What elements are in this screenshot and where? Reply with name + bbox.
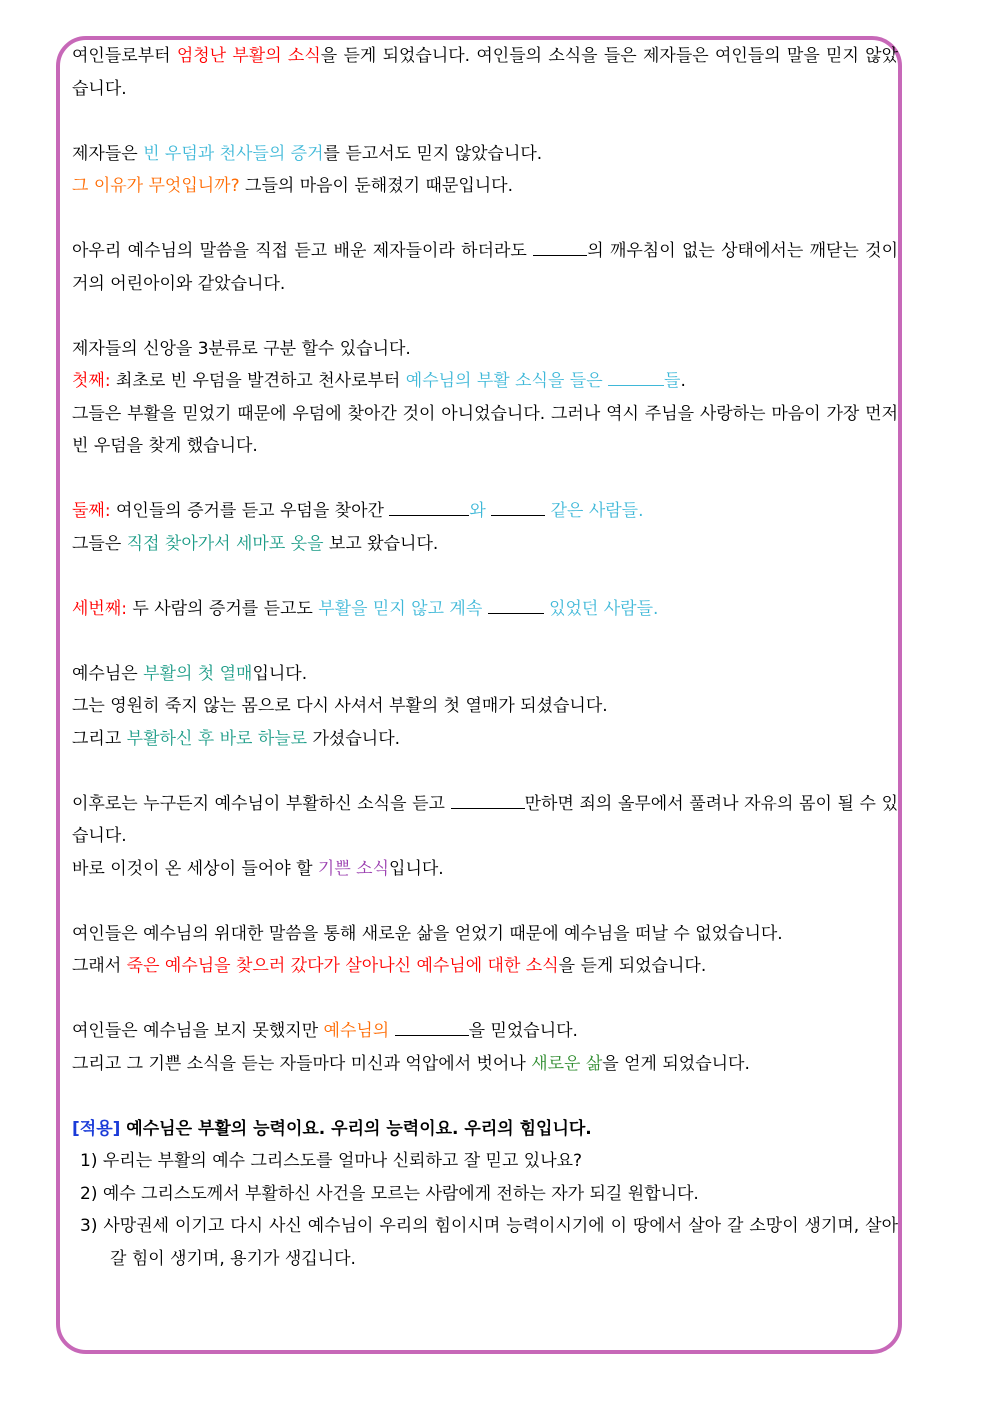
- paragraph-belief: [72, 1015, 898, 1080]
- text: 을 믿었습니다.: [468, 1021, 578, 1041]
- application-item: 2) 예수 그리스도께서 부활하신 사건을 모르는 사람에게 전하는 자가 되길 원합니다.: [80, 1183, 699, 1204]
- highlight-text: 부활하신 후 바로 하늘로: [126, 728, 308, 749]
- label-first: 첫째:: [72, 371, 111, 391]
- fill-blank[interactable]: [395, 1018, 469, 1036]
- text: 여인들로부터: [72, 46, 177, 66]
- line: [72, 495, 898, 528]
- label-third: 세번째:: [72, 598, 127, 619]
- text: 여인들은 예수님을 보지 못했지만: [72, 1021, 324, 1041]
- paragraph-women-news: [72, 40, 898, 105]
- label-second: 둘째:: [72, 501, 111, 521]
- line: [72, 1048, 898, 1081]
- highlight-text: 같은 사람들.: [545, 501, 644, 521]
- text: 를 듣고서도 믿지 않았습니다.: [323, 143, 543, 164]
- line: [72, 170, 898, 203]
- text: 입니다.: [389, 858, 444, 879]
- line: [72, 658, 898, 691]
- fill-blank[interactable]: [488, 596, 544, 614]
- text: 여인들의 증거를 듣고 우덤을 찾아간: [110, 501, 390, 521]
- line: [72, 853, 898, 886]
- text: 제자들은: [72, 143, 144, 164]
- paragraph-three-types: [72, 333, 898, 463]
- text: 바로 이것이 온 세상이 들어야 할: [72, 858, 318, 879]
- application-item: 1) 우리는 부활의 예수 그리스도를 얼마나 신뢰하고 잘 믿고 있나요?: [80, 1151, 583, 1171]
- text: 그는 영원히 죽지 않는 몸으로 다시 사셔서 부활의 첫 열매가 되셨습니다.: [72, 696, 608, 716]
- text: 예수님은: [72, 663, 144, 684]
- application-section: [72, 1113, 898, 1276]
- fill-blank[interactable]: [451, 791, 525, 809]
- worksheet-content: [72, 40, 898, 1308]
- text: 최초로 빈 우덤을 발견하고 천사로부터: [110, 371, 406, 391]
- text: 입니다.: [252, 663, 308, 684]
- text: 그들은: [72, 533, 127, 554]
- highlight-text: 기쁜 소식: [317, 858, 390, 879]
- text: 가셨습니다.: [307, 728, 401, 749]
- text: 그들은 부활을 믿었기 때문에 우덤에 찾아간 것이 아니었습니다. 그러나 역시 주님을 사랑하는 마음이 가장 먼저 빈 우덤을 찾게 했습니다.: [72, 403, 898, 456]
- highlight-text: 엄청난 부활의 소식: [176, 46, 321, 66]
- paragraph-disciples-unbelief: [72, 138, 898, 203]
- highlight-text: 직접 찾아가서 세마포 옷을: [126, 533, 324, 554]
- text: 의 깨우침이 없는 상태에서는 깨닫는 것이 거의 어린아이와 같았습니다.: [72, 241, 899, 294]
- highlight-text: 있었던 사람들.: [543, 598, 659, 619]
- text: 두 사람의 증거를 듣고도: [127, 598, 319, 619]
- text: 보고 왔습니다.: [323, 533, 439, 554]
- highlight-text: 새로운 삶: [531, 1053, 603, 1074]
- text: 을 듣게 되었습니다. 여인들의 소식을 들은 제자들은 여인들의 말을 믿지 않았습니다.: [72, 46, 898, 99]
- line: [72, 788, 898, 853]
- line: [72, 528, 898, 561]
- line: [72, 950, 898, 983]
- paragraph-third-type: [72, 593, 898, 626]
- application-title: 예수님은 부활의 능력이요. 우리의 능력이요. 우리의 힘입니다.: [120, 1118, 592, 1139]
- application-item: 3) 사망권세 이기고 다시 사신 예수님이 우리의 힘이시며 능력이시기에 이 땅에서 살아 갈 소망이 생기며, 살아갈 힘이 생기며, 용기가 생깁니다.: [80, 1216, 898, 1269]
- fill-blank[interactable]: [533, 238, 587, 256]
- highlight-text: 빈 우덤과 천사들의 증거: [143, 143, 324, 164]
- text: 제자들의 신앙을 3분류로 구분 할수 있습니다.: [72, 338, 411, 359]
- application-tag: [적용]: [72, 1118, 121, 1139]
- highlight-text: 부활의 첫 열매: [143, 663, 253, 684]
- text: 을 얻게 되었습니다.: [602, 1053, 750, 1074]
- text: 을 듣게 되었습니다.: [558, 956, 707, 976]
- text: .: [680, 371, 686, 391]
- text: 그리고: [72, 728, 127, 749]
- application-heading: [72, 1113, 898, 1146]
- highlight-text: 예수님의 부활 소식을 들은: [405, 371, 609, 391]
- paragraph-understanding: [72, 235, 898, 300]
- paragraph-first-fruit: [72, 658, 898, 756]
- text: 그래서: [72, 956, 127, 976]
- question-text: 그 이유가 무엇입니까?: [72, 176, 240, 196]
- highlight-text: 예수님의: [323, 1021, 395, 1041]
- paragraph-second-type: [72, 495, 898, 560]
- fill-blank[interactable]: [389, 498, 469, 516]
- highlight-text: 들: [664, 371, 681, 391]
- line: [72, 365, 898, 398]
- text: 여인들은 예수님의 위대한 말씀을 통해 새로운 삶을 얻었기 때문에 예수님을 떠날 수 없었습니다.: [72, 923, 783, 944]
- line: [72, 1015, 898, 1048]
- line: [72, 138, 898, 171]
- highlight-text: 부활을 믿지 않고 계속: [318, 598, 488, 619]
- text: 그들의 마음이 둔해졌기 때문입니다.: [239, 176, 513, 196]
- fill-blank[interactable]: [491, 498, 545, 516]
- line: [72, 723, 898, 756]
- fill-blank[interactable]: [608, 368, 664, 386]
- paragraph-women-new-life: [72, 918, 898, 983]
- highlight-text: 와: [469, 501, 492, 521]
- highlight-text: 죽은 예수님을 찾으러 갔다가 살아나신 예수님에 대한 소식: [126, 956, 559, 976]
- paragraph-good-news: [72, 788, 898, 886]
- text: 아우리 예수님의 말씀을 직접 듣고 배운 제자들이라 하더라도: [72, 241, 534, 261]
- text: 그리고 그 기쁜 소식을 듣는 자들마다 미신과 억압에서 벗어나: [72, 1053, 532, 1074]
- text: 이후로는 누구든지 예수님이 부활하신 소식을 듣고: [72, 793, 451, 814]
- text: 만하면 죄의 올무에서 풀려나 자유의 몸이 될 수 있습니다.: [72, 793, 898, 846]
